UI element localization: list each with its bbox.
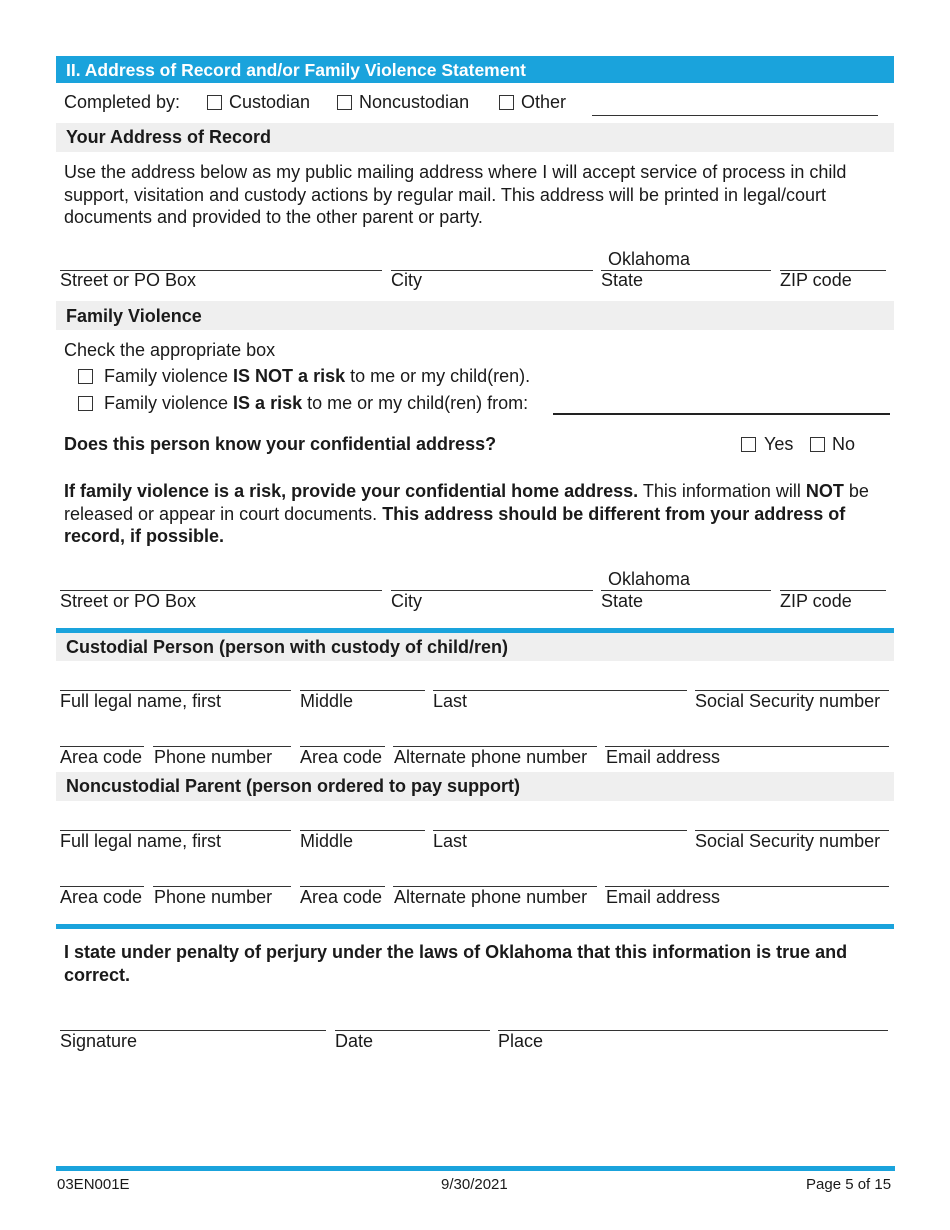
place-label: Place	[498, 1031, 544, 1051]
noncustodial-last-name-line[interactable]	[433, 830, 687, 831]
custodial-last-name-label: Last	[433, 691, 468, 711]
other-checkbox[interactable]	[499, 95, 514, 110]
custodial-alt-phone-label: Alternate phone number	[394, 747, 588, 767]
not-a-risk-checkbox[interactable]	[78, 369, 93, 384]
custodial-area-code-label: Area code	[60, 747, 143, 767]
street-label: Street or PO Box	[60, 270, 197, 290]
perjury-statement: I state under penalty of perjury under the laws of Oklahoma that this information is true and correct.	[64, 942, 848, 985]
custodial-alt-area-code-label: Area code	[300, 747, 383, 767]
noncustodial-first-name-label: Full legal name, first	[60, 831, 222, 851]
custodian-label: Custodian	[229, 92, 311, 112]
footer-form-id: 03EN001E	[57, 1176, 130, 1193]
yes-checkbox[interactable]	[741, 437, 756, 452]
confidential-street-label: Street or PO Box	[60, 591, 197, 611]
custodial-last-name-line[interactable]	[433, 690, 687, 691]
noncustodial-ssn-label: Social Security number	[695, 831, 881, 851]
confidential-notice: If family violence is a risk, provide your confidential home address. This information will NOT be released or appear in court documents. This address should be different from your address of record, if possible.	[64, 481, 869, 546]
confidential-city-label: City	[391, 591, 422, 611]
noncustodian-checkbox[interactable]	[337, 95, 352, 110]
confidential-zip-label: ZIP code	[780, 591, 852, 611]
custodial-middle-name-label: Middle	[300, 691, 354, 711]
noncustodian-label: Noncustodian	[359, 92, 470, 112]
no-label: No	[832, 434, 856, 454]
date-label: Date	[335, 1031, 374, 1051]
noncustodial-alt-area-code-label: Area code	[300, 887, 383, 907]
confidential-question: Does this person know your confidential address?	[64, 434, 497, 454]
signature-label: Signature	[60, 1031, 138, 1051]
custodial-email-label: Email address	[606, 747, 721, 767]
noncustodial-middle-name-label: Middle	[300, 831, 354, 851]
custodial-phone-label: Phone number	[154, 747, 273, 767]
noncustodial-last-name-label: Last	[433, 831, 468, 851]
noncustodial-phone-label: Phone number	[154, 887, 273, 907]
custodial-ssn-label: Social Security number	[695, 691, 881, 711]
state-value: Oklahoma	[608, 249, 691, 269]
other-input-line[interactable]	[592, 115, 878, 116]
family-violence-instruction: Check the appropriate box	[64, 340, 276, 360]
is-a-risk-label: Family violence IS a risk to me or my child(ren) from:	[104, 393, 529, 413]
completed-by-label: Completed by:	[64, 92, 181, 112]
address-of-record-paragraph: Use the address below as my public mailing address where I will accept service of process in child support, visitation and custody actions by regular mail. This address will be printed in legal/court documents and provided to the other parent or party.	[64, 162, 847, 227]
place-line[interactable]	[498, 1030, 888, 1031]
zip-label: ZIP code	[780, 270, 852, 290]
other-label: Other	[521, 92, 567, 112]
noncustodial-alt-phone-label: Alternate phone number	[394, 887, 588, 907]
city-label: City	[391, 270, 422, 290]
is-a-risk-checkbox[interactable]	[78, 396, 93, 411]
confidential-state-value: Oklahoma	[608, 569, 691, 589]
custodial-heading: Custodial Person (person with custody of child/ren)	[66, 637, 509, 657]
perjury-divider-bar	[56, 924, 894, 929]
footer-page-number: Page 5 of 15	[806, 1176, 892, 1193]
section-title: II. Address of Record and/or Family Violence Statement	[66, 60, 526, 80]
family-violence-heading: Family Violence	[66, 306, 202, 326]
state-label: State	[601, 270, 644, 290]
not-a-risk-label: Family violence IS NOT a risk to me or my child(ren).	[104, 366, 531, 386]
risk-from-input-line[interactable]	[553, 413, 890, 415]
footer-date: 9/30/2021	[441, 1176, 508, 1193]
address-of-record-heading: Your Address of Record	[66, 127, 272, 147]
confidential-state-label: State	[601, 591, 644, 611]
noncustodial-area-code-label: Area code	[60, 887, 143, 907]
noncustodial-heading: Noncustodial Parent (person ordered to pay support)	[66, 776, 521, 796]
yes-label: Yes	[764, 434, 794, 454]
no-checkbox[interactable]	[810, 437, 825, 452]
noncustodial-email-label: Email address	[606, 887, 721, 907]
custodian-checkbox[interactable]	[207, 95, 222, 110]
custodial-first-name-label: Full legal name, first	[60, 691, 222, 711]
footer-divider-bar	[56, 1166, 895, 1171]
